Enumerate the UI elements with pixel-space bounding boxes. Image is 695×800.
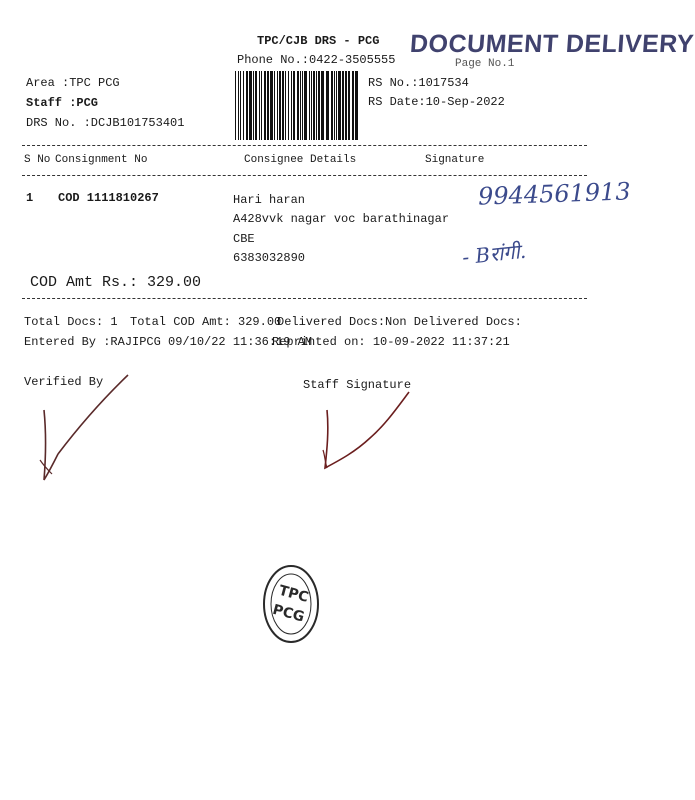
document-delivery-stamp: DOCUMENT DELIVERY: [409, 30, 695, 58]
handwritten-signature: - Bरांगी.: [460, 238, 528, 270]
drs-number: DRS No. :DCJB101753401: [26, 116, 185, 130]
staff-signature-label: Staff Signature: [303, 378, 412, 392]
phone-number: Phone No.:0422-3505555: [237, 53, 396, 67]
handwritten-phone: 9944561913: [477, 177, 632, 211]
verified-by-label: Verified By: [24, 375, 104, 389]
document-title: TPC/CJB DRS - PCG: [257, 34, 380, 48]
total-docs: Total Docs: 1: [24, 315, 118, 329]
staff-label: Staff :PCG: [26, 96, 99, 110]
page-number: Page No.1: [455, 58, 515, 70]
divider: [22, 145, 587, 146]
non-delivered-docs: Non Delivered Docs:: [385, 315, 522, 329]
rs-number: RS No.:1017534: [368, 76, 469, 90]
consignee-phone: 6383032890: [233, 251, 306, 265]
divider: [22, 175, 587, 176]
consignment-number: COD 1111810267: [58, 191, 159, 205]
staff-signature-mark: [315, 390, 415, 475]
row-sno: 1: [26, 191, 34, 205]
rs-date: RS Date:10-Sep-2022: [368, 95, 505, 109]
reprinted-on: Reprinted on: 10-09-2022 11:37:21: [272, 335, 510, 349]
total-cod-amount: Total COD Amt: 329.00: [130, 315, 282, 329]
tpc-pcg-seal: [258, 556, 324, 664]
seal-bottom-text: PCG: [270, 601, 306, 626]
consignee-address: A428vvk nagar voc barathinagar: [233, 212, 450, 226]
verified-signature-mark: [30, 370, 140, 495]
consignee-city: CBE: [233, 232, 255, 246]
col-header-consignee: Consignee Details: [244, 154, 357, 166]
seal-top-text: TPC: [276, 582, 311, 606]
area-label: Area :TPC PCG: [26, 76, 120, 90]
entered-by: Entered By :RAJIPCG 09/10/22 11:36:19 AM: [24, 335, 313, 349]
col-header-sno: S No: [24, 154, 51, 166]
consignee-name: Hari haran: [233, 193, 306, 207]
cod-amount: COD Amt Rs.: 329.00: [30, 274, 202, 291]
col-header-consignment: Consignment No: [55, 154, 148, 166]
delivered-docs: Delivered Docs:: [277, 315, 386, 329]
col-header-signature: Signature: [425, 154, 485, 166]
divider: [22, 298, 587, 299]
barcode: [233, 71, 361, 140]
